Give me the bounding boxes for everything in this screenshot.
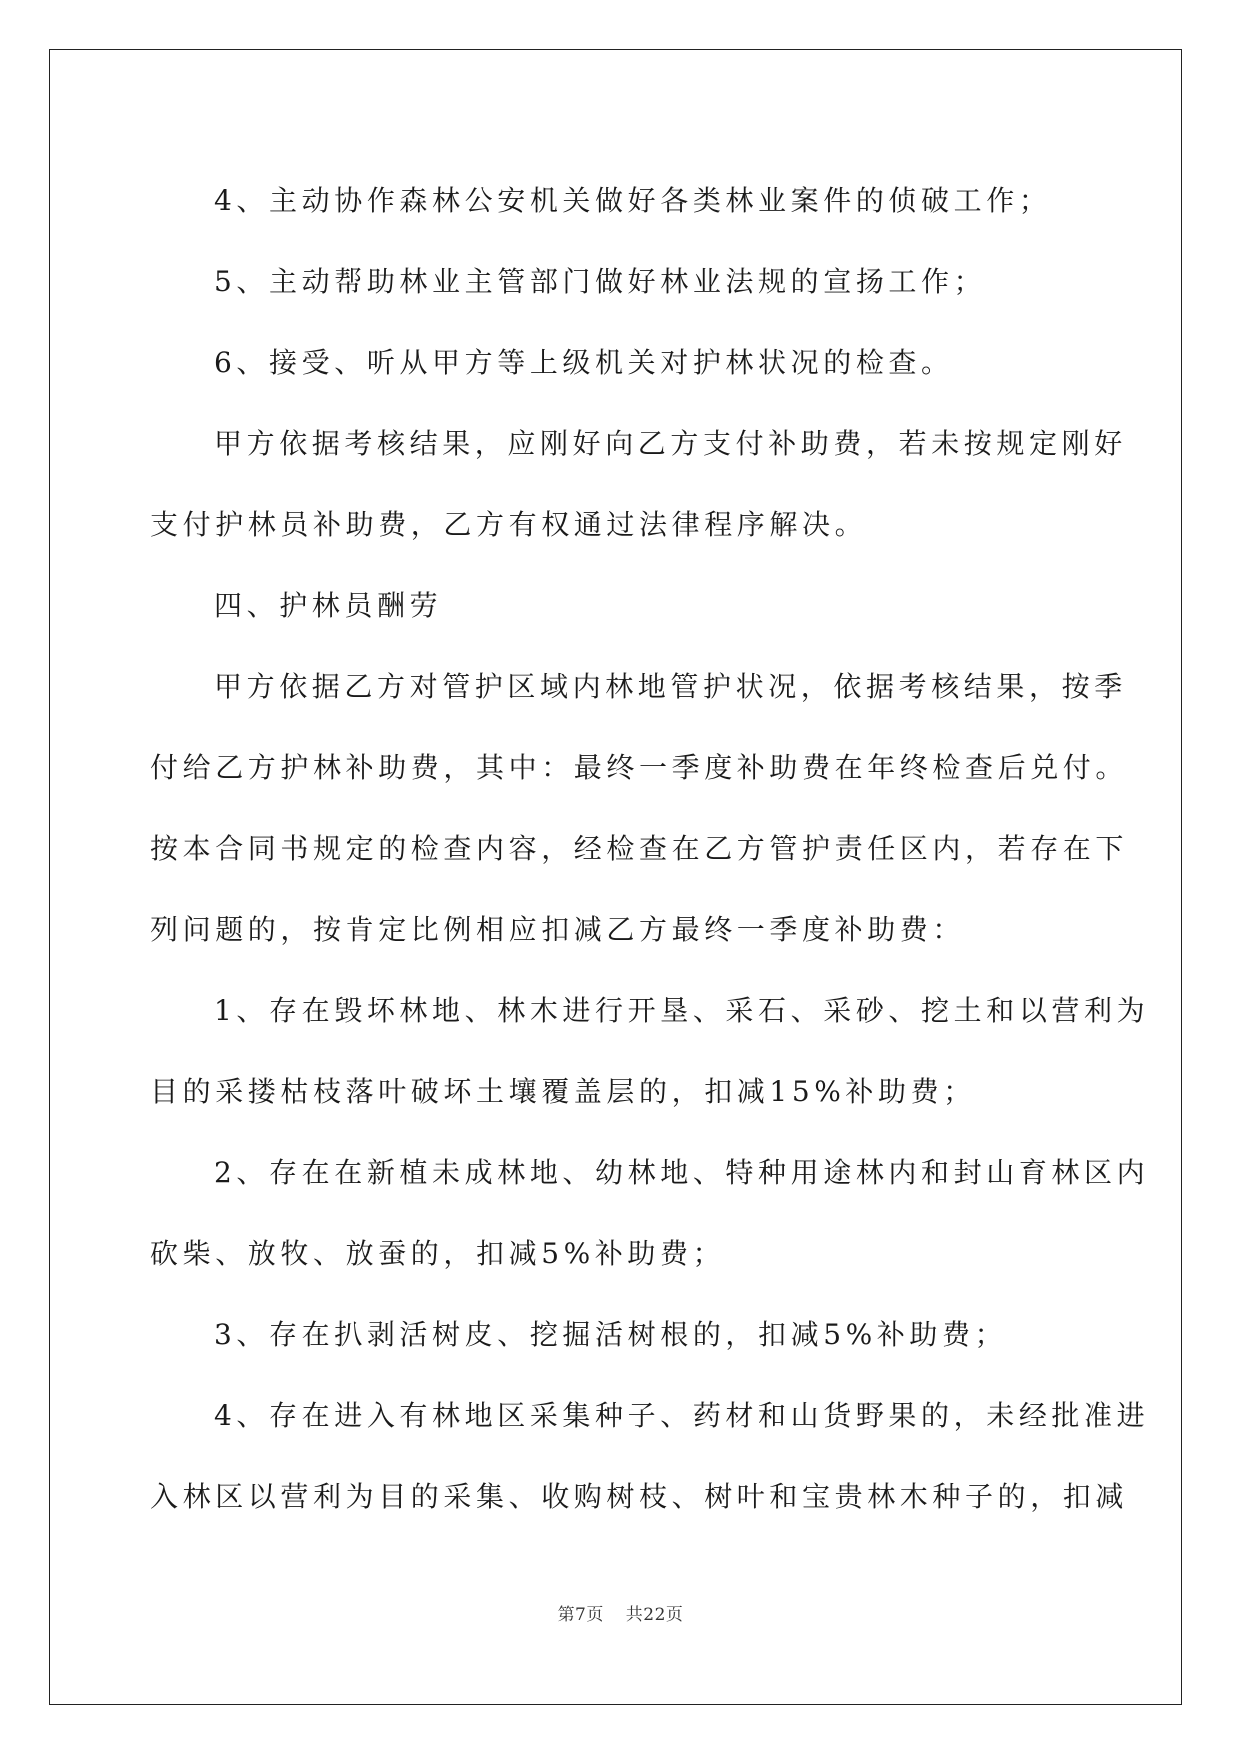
document-body xyxy=(150,160,1150,1537)
paragraph xyxy=(150,241,1090,322)
text-line: 4、主动协作森林公安机关做好各类林业案件的侦破工作； xyxy=(214,184,1052,217)
text-line: 按本合同书规定的检查内容，经检查在乙方管护责任区内，若存在下 xyxy=(150,832,1129,865)
text-line: 入林区以营利为目的采集、收购树枝、树叶和宝贵林木种子的，扣减 xyxy=(150,1480,1129,1513)
text-line: 2、存在在新植未成林地、幼林地、特种用途林内和封山育林区内 xyxy=(214,1156,1150,1189)
page-footer xyxy=(0,1600,1241,1625)
page-total: 共22页 xyxy=(625,1605,684,1625)
paragraph xyxy=(150,1132,1150,1294)
text-line: 列问题的，按肯定比例相应扣减乙方最终一季度补助费： xyxy=(150,913,966,946)
text-line: 四、护林员酬劳 xyxy=(214,589,443,622)
text-line: 砍柴、放牧、放蚕的，扣减5%补助费； xyxy=(150,1237,726,1270)
text-line: 甲方依据乙方对管护区域内林地管护状况，依据考核结果，按季 xyxy=(214,670,1127,703)
text-line: 甲方依据考核结果，应刚好向乙方支付补助费，若未按规定刚好 xyxy=(214,427,1127,460)
text-line: 付给乙方护林补助费，其中：最终一季度补助费在年终检查后兑付。 xyxy=(150,751,1129,784)
section-heading xyxy=(150,565,1090,646)
text-line: 支付护林员补助费，乙方有权通过法律程序解决。 xyxy=(150,508,868,541)
paragraph xyxy=(150,1294,1090,1375)
paragraph xyxy=(150,646,1129,970)
paragraph xyxy=(150,160,1090,241)
paragraph xyxy=(150,1375,1150,1537)
text-line: 1、存在毁坏林地、林木进行开垦、采石、采砂、挖土和以营利为 xyxy=(214,994,1150,1027)
text-line: 目的采搂枯枝落叶破坏土壤覆盖层的，扣减15%补助费； xyxy=(150,1075,976,1108)
text-line: 4、存在进入有林地区采集种子、药材和山货野果的，未经批准进 xyxy=(214,1399,1150,1432)
paragraph xyxy=(150,322,1090,403)
text-line: 5、主动帮助林业主管部门做好林业法规的宣扬工作； xyxy=(214,265,987,298)
text-line: 6、接受、听从甲方等上级机关对护林状况的检查。 xyxy=(214,346,954,379)
paragraph xyxy=(150,970,1150,1132)
paragraph xyxy=(150,403,1127,565)
text-line: 3、存在扒剥活树皮、挖掘活树根的，扣减5%补助费； xyxy=(214,1318,1008,1351)
page-number: 第7页 xyxy=(557,1605,604,1625)
